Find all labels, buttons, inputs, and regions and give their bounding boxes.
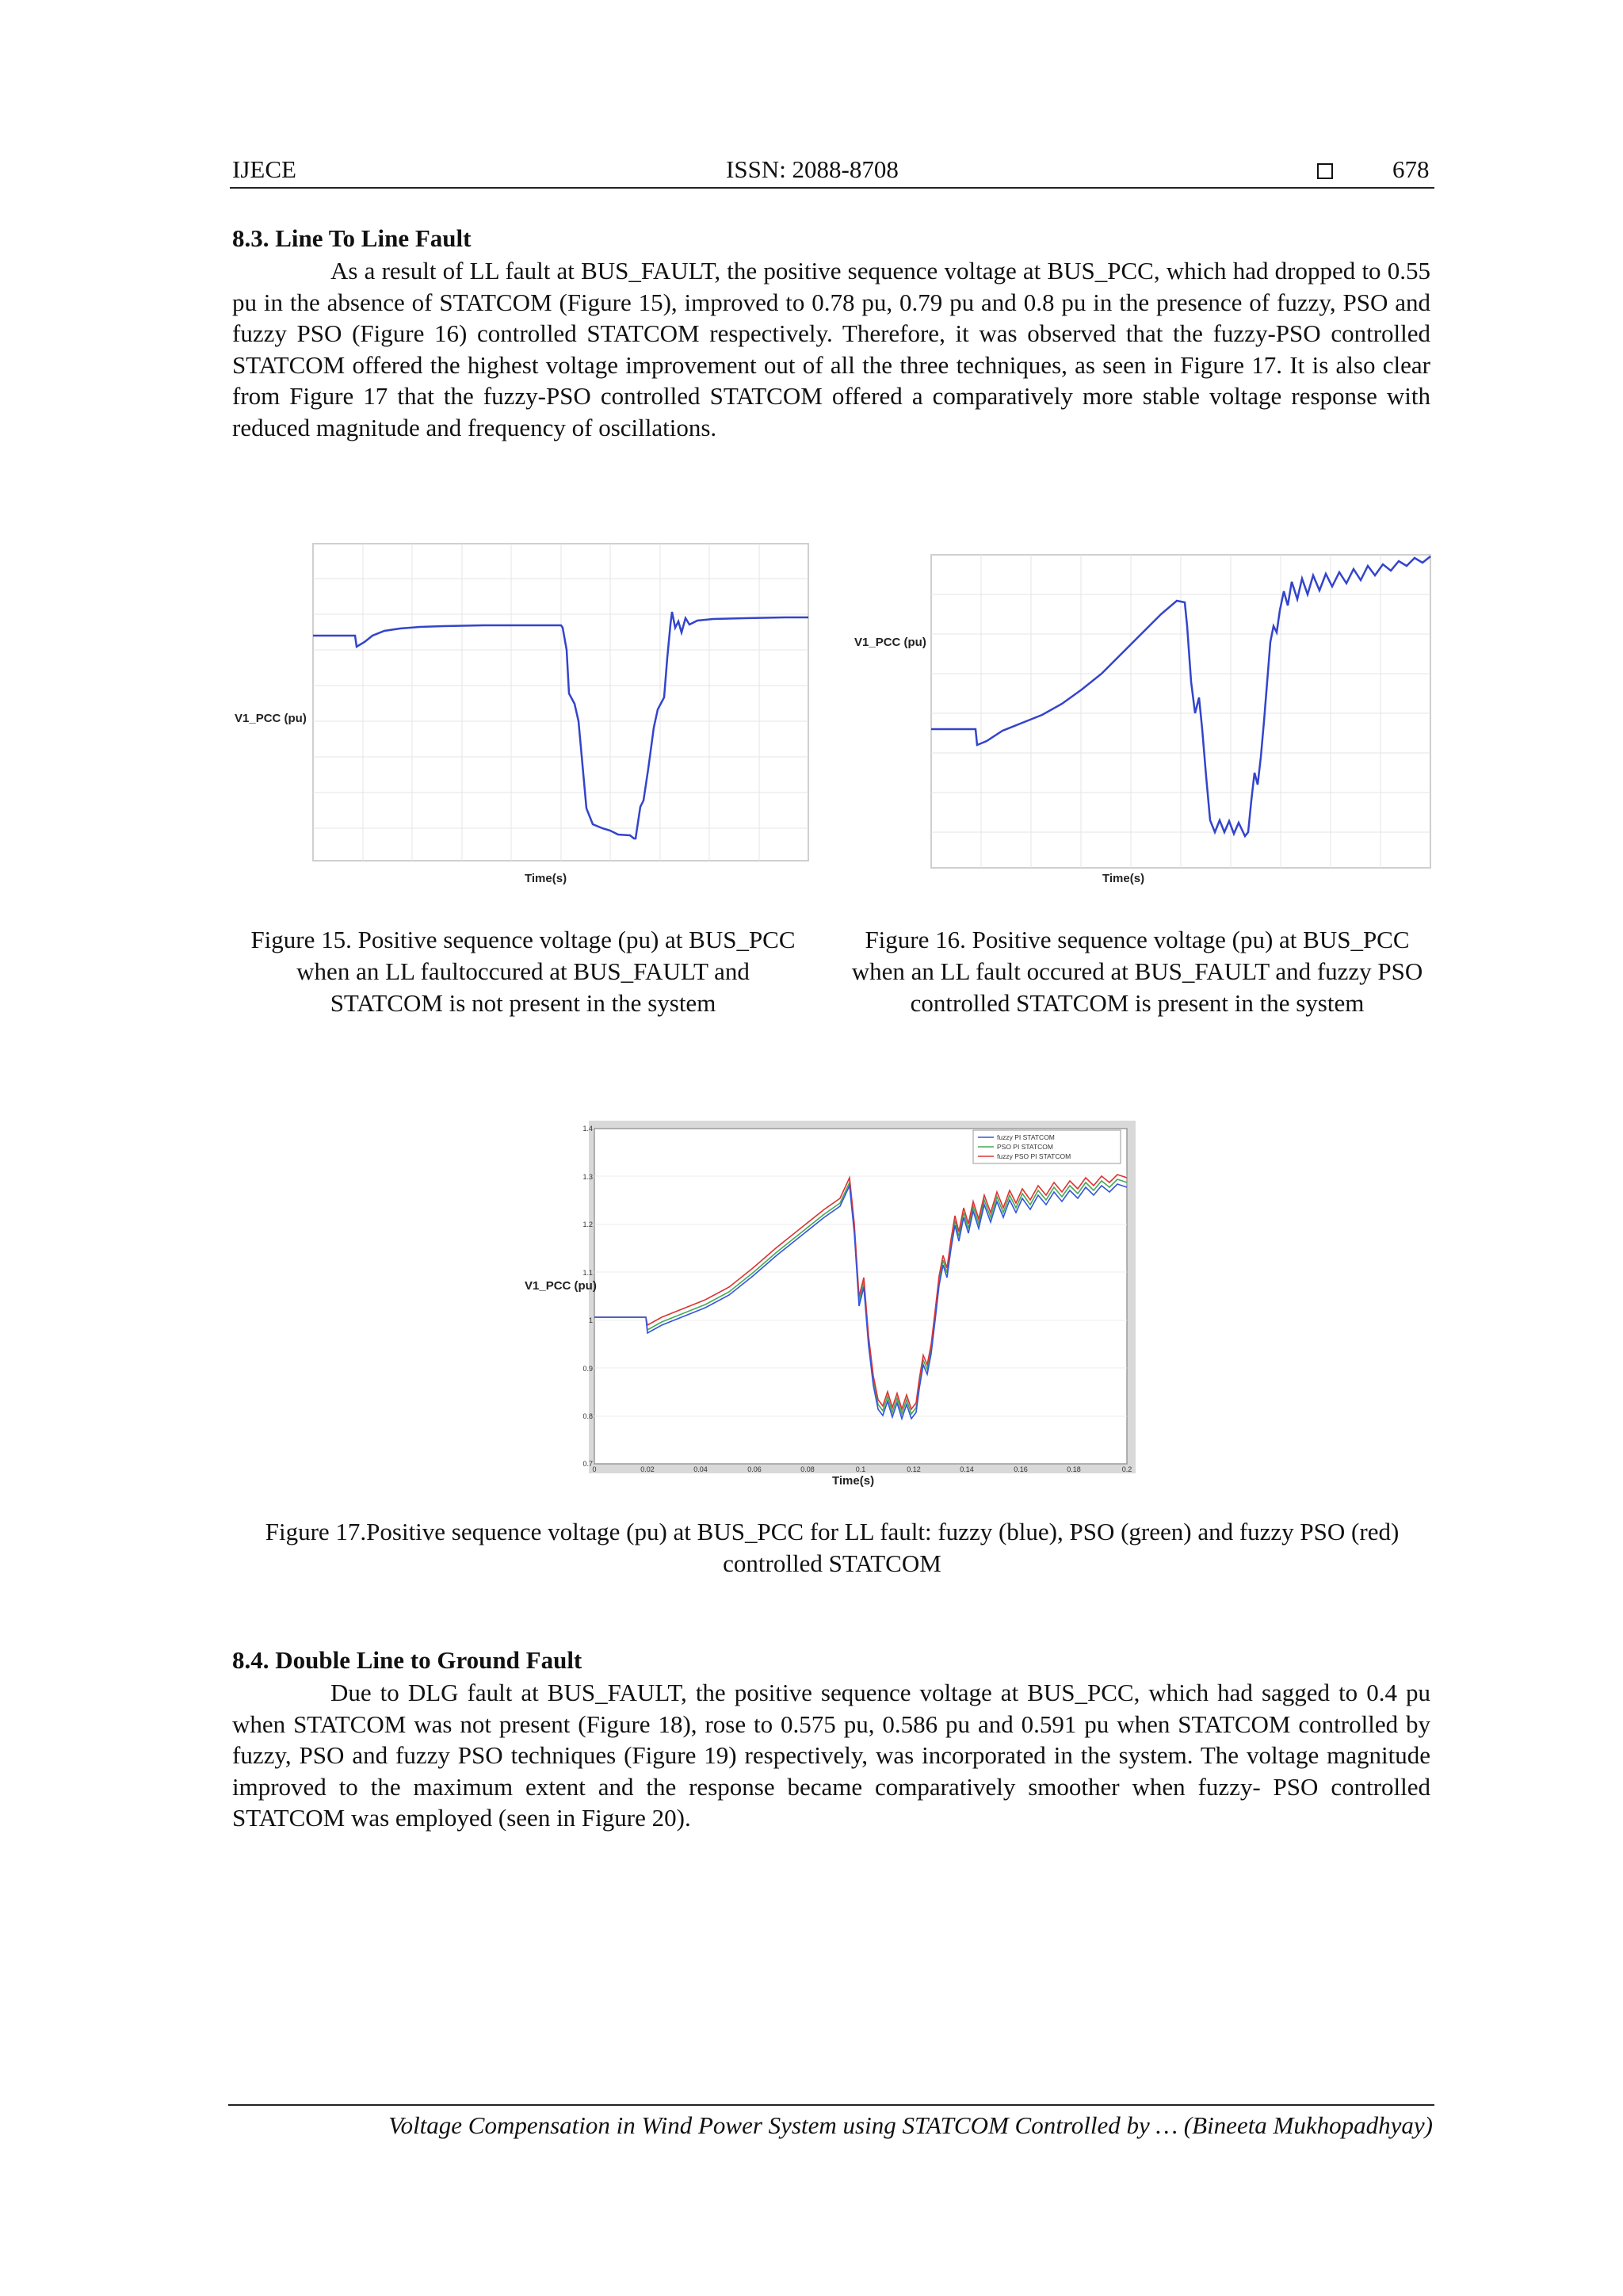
figure-17-ylabel: V1_PCC (pu) xyxy=(525,1279,597,1293)
y-tick: 0.9 xyxy=(582,1365,593,1373)
y-tick: 0.8 xyxy=(582,1412,593,1420)
header-rule xyxy=(230,187,1434,189)
footer-rule xyxy=(228,2104,1434,2106)
x-tick: 0.02 xyxy=(640,1465,655,1473)
running-footer: Voltage Compensation in Wind Power System using STATCOM Controlled by … (Bineeta Mukhopadhyay) xyxy=(388,2111,1433,2139)
figure-15-plot xyxy=(230,539,816,904)
section-paragraph: As a result of LL fault at BUS_FAULT, the positive sequence voltage at BUS_PCC, which had dropped to 0.55 pu in the absence of STATCOM (Figure 15), improved to 0.78 pu, 0.79 pu and 0.8 pu in the presence of fuzzy, PSO and fuzzy PSO (Figure 16) controlled STATCOM respectively. Therefore, it was observed that the fuzzy-PSO controlled STATCOM offered the highest voltage improvement out of all the three techniques, as seen in Figure 17. It is also clear from Figure 17 that the fuzzy-PSO controlled STATCOM offered a comparatively more stable voltage response with reduced magnitude and frequency of oscillations. xyxy=(232,257,1430,441)
figure-16 xyxy=(852,547,1438,896)
x-tick: 0.1 xyxy=(855,1465,866,1473)
y-tick: 1 xyxy=(588,1316,593,1324)
legend-entry: fuzzy PSO PI STATCOM xyxy=(997,1152,1071,1160)
y-tick: 0.7 xyxy=(582,1460,593,1468)
x-tick: 0.04 xyxy=(693,1465,708,1473)
issn: ISSN: 2088-8708 xyxy=(726,155,899,183)
y-tick: 1.4 xyxy=(582,1125,593,1133)
section-paragraph: Due to DLG fault at BUS_FAULT, the positive sequence voltage at BUS_PCC, which had sagged to 0.4 pu when STATCOM was not present (Figure 18), rose to 0.575 pu, 0.586 pu and 0.591 pu when STATCOM controlled by fuzzy, PSO and fuzzy PSO techniques (Figure 19) respectively, was incorporated in the system. The voltage magnitude improved to the maximum extent and the response became comparatively smoother when fuzzy- PSO controlled STATCOM was employed (seen in Figure 20). xyxy=(232,1679,1430,1832)
journal-name: IJECE xyxy=(232,155,296,183)
figure-16-caption: Figure 16. Positive sequence voltage (pu) at BUS_PCC when an LL fault occured at BUS_FAULT and fuzzy PSO controlled STATCOM is present in the system xyxy=(851,926,1423,1017)
x-tick: 0.06 xyxy=(747,1465,762,1473)
x-tick: 0.2 xyxy=(1121,1465,1132,1473)
figure-15-caption: Figure 15. Positive sequence voltage (pu) at BUS_PCC when an LL faultoccured at BUS_FAULT and STATCOM is not present in the system xyxy=(250,926,796,1017)
section-title: 8.4. Double Line to Ground Fault xyxy=(232,1646,582,1674)
figure-17-caption: Figure 17.Positive sequence voltage (pu) at BUS_PCC for LL fault: fuzzy (blue), PSO (green) and fuzzy PSO (red) controlled STATCOM xyxy=(265,1518,1400,1577)
figure-16-plot xyxy=(852,547,1438,896)
figure-15-xlabel: Time(s) xyxy=(525,872,567,885)
x-tick: 0.08 xyxy=(800,1465,815,1473)
figure-16-ylabel: V1_PCC (pu) xyxy=(854,636,926,649)
x-tick: 0.12 xyxy=(907,1465,921,1473)
square-icon xyxy=(1317,155,1333,184)
figure-17-plot xyxy=(523,1117,1141,1490)
figure-17-legend xyxy=(973,1130,1121,1163)
figure-15 xyxy=(230,539,816,904)
y-tick: 1.1 xyxy=(582,1269,593,1277)
legend-entry: fuzzy PI STATCOM xyxy=(997,1133,1055,1141)
x-tick: 0.16 xyxy=(1014,1465,1028,1473)
figure-17 xyxy=(523,1117,1141,1490)
page-number: 678 xyxy=(1392,155,1430,183)
y-tick: 1.3 xyxy=(582,1173,593,1181)
figure-17-xlabel: Time(s) xyxy=(832,1474,875,1488)
section-title: 8.3. Line To Line Fault xyxy=(232,224,472,252)
x-tick: 0.14 xyxy=(960,1465,974,1473)
x-tick: 0 xyxy=(592,1465,597,1473)
legend-entry: PSO PI STATCOM xyxy=(997,1143,1053,1151)
figure-15-ylabel: V1_PCC (pu) xyxy=(235,712,307,725)
x-tick: 0.18 xyxy=(1067,1465,1081,1473)
figure-16-xlabel: Time(s) xyxy=(1102,872,1145,885)
y-tick: 1.2 xyxy=(582,1221,593,1228)
